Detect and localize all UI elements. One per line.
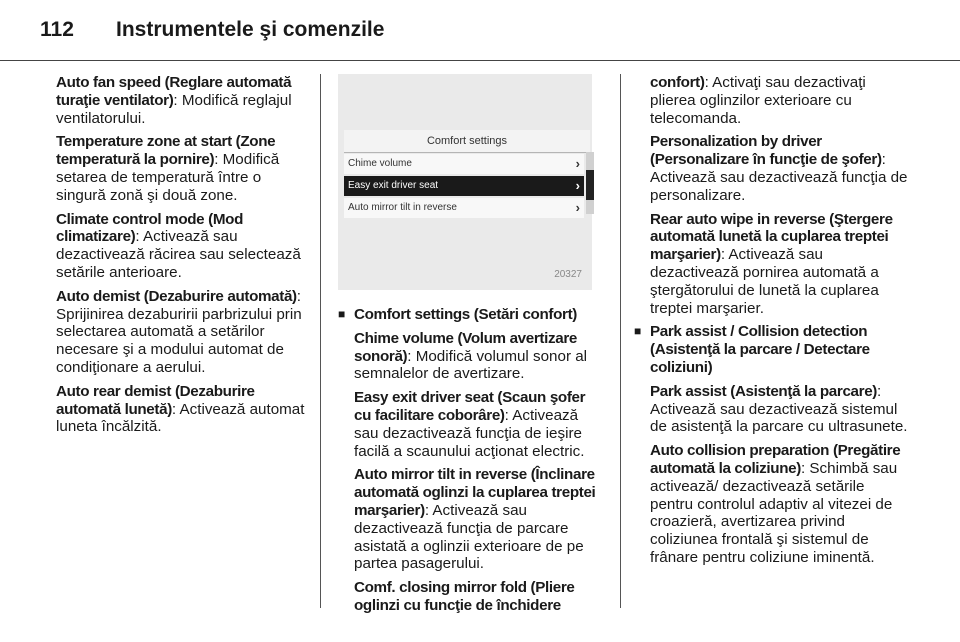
scrollbar xyxy=(586,152,594,214)
chevron-right-icon: › xyxy=(575,200,580,215)
figure-number: 20327 xyxy=(554,269,582,281)
menu-row-chime-volume: Chime volume › xyxy=(344,154,584,174)
setting-entry: Personalization by driver (Personalizare în funcţie de şofer): Activează sau dezactivează funcţia de personalizare. xyxy=(650,133,908,204)
page-number: 112 xyxy=(40,18,74,41)
chevron-right-icon: › xyxy=(575,178,580,193)
column-right xyxy=(634,74,908,573)
setting-entry: Auto demist (Dezaburire automată): Sprijinirea dezaburirii parbrizului prin selectarea automată a setărilor necesare şi a modului automat de condiţionare a aerului. xyxy=(56,287,302,376)
setting-entry: Rear auto wipe in reverse (Ştergere automată lunetă la cuplarea treptei marşarier): Activează sau dezactivează pornirea automată a ştergătorului de lunetă la cuplarea treptei marşarier. xyxy=(650,210,893,317)
page-header xyxy=(40,18,384,48)
column-divider xyxy=(320,74,321,608)
bullet-square-icon: ■ xyxy=(338,307,345,321)
setting-entry: Auto rear demist (Dezaburire automată lunetă): Activează automat luneta încălzită. xyxy=(56,382,305,436)
display-screen xyxy=(344,130,598,215)
menu-row-mirror-tilt: Auto mirror tilt in reverse › xyxy=(344,198,584,218)
setting-entry: Comf. closing mirror fold (Pliere oglinzi cu funcţie de închidere xyxy=(354,579,575,614)
bullet-comfort-settings: ■ Comfort settings (Setări confort) xyxy=(338,306,578,323)
setting-entry: Easy exit driver seat (Scaun şofer cu facilitare coborâre): Activează sau dezactivează funcţia de ieşire facilă a scaunului acţionat electric. xyxy=(354,389,586,460)
bullet-square-icon: ■ xyxy=(634,324,641,339)
setting-entry: Auto mirror tilt in reverse (Înclinare automată oglinzi la cuplarea treptei marşarier): Activează sau dezactivează funcţia de parcare asistată a oglinzii exterioare de pe partea pasagerului. xyxy=(354,466,596,573)
chevron-right-icon: › xyxy=(575,156,580,171)
setting-entry: confort): Activaţi sau dezactivaţi plierea oglinzilor exterioare cu telecomanda. xyxy=(650,74,866,127)
setting-entry: Temperature zone at start (Zone temperatură la pornire): Modifică setarea de temperatură între o singură zonă şi două zone. xyxy=(56,133,280,204)
setting-entry: Chime volume (Volum avertizare sonoră): Modifică volumul sonor al semnalelor de avertizare. xyxy=(354,329,588,383)
setting-entry: Auto collision preparation (Pregătire automată la coliziune): Schimbă sau activează/ dezactivează setările pentru controlul adaptiv al vitezei de croazieră, avertizarea privind coliziunea frontală şi sistemul de frânare pentru coliziune iminentă. xyxy=(650,442,901,566)
setting-entry: Climate control mode (Mod climatizare): Activează sau dezactivează răcirea sau selectează setările anterioare. xyxy=(56,210,301,281)
bullet-park-assist: ■ Park assist / Collision detection (Asistenţă la parcare / Detectare coliziuni) xyxy=(634,323,870,376)
column-divider xyxy=(620,74,621,608)
screen-title: Comfort settings xyxy=(344,130,590,153)
menu-row-easy-exit: Easy exit driver seat › xyxy=(344,176,584,196)
setting-entry: Auto fan speed (Reglare automată turaţie ventilator): Modifică reglajul ventilatorului. xyxy=(56,74,292,127)
header-rule xyxy=(0,60,960,61)
column-left xyxy=(56,74,306,442)
chapter-title: Instrumentele şi comenzile xyxy=(116,18,385,41)
setting-entry: Park assist (Asistenţă la parcare): Activează sau dezactivează sistemul de asistenţă la parcare cu ultrasunete. xyxy=(650,382,908,436)
column-middle xyxy=(338,74,600,621)
scroll-thumb xyxy=(586,170,594,200)
comfort-settings-figure xyxy=(338,74,592,290)
